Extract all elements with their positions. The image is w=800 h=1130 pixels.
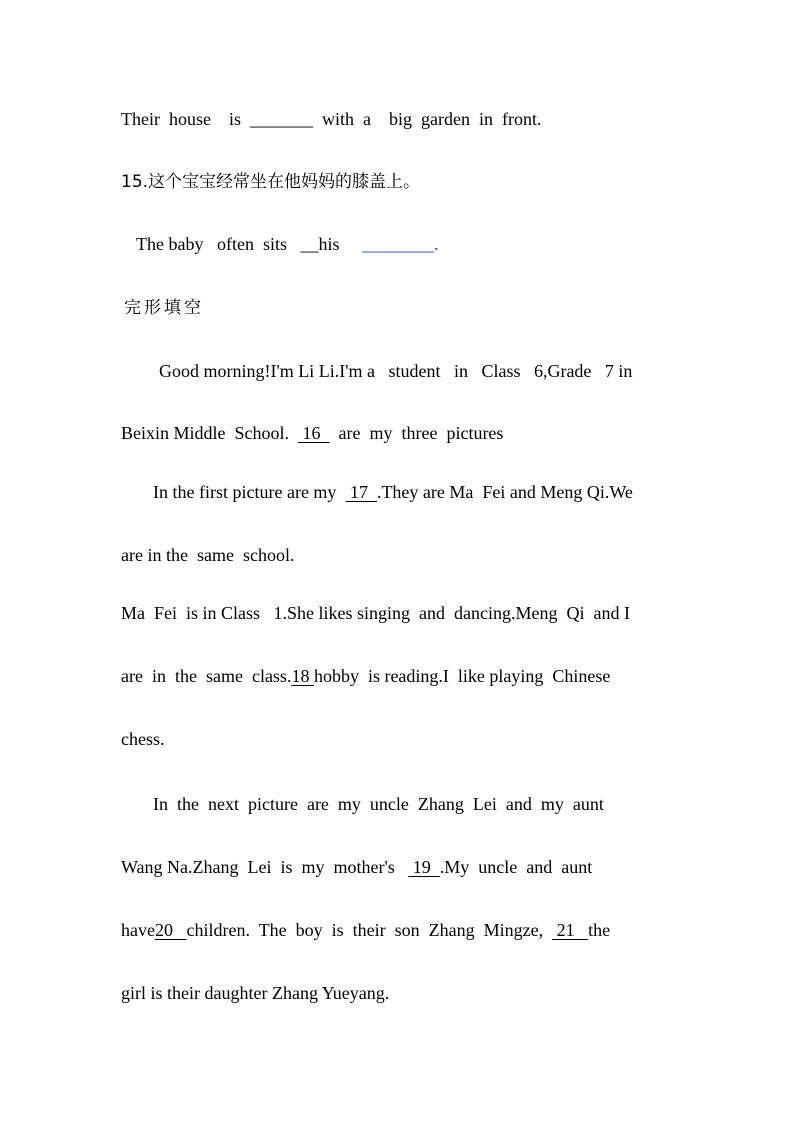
section-heading-cloze: 完形填空	[124, 298, 204, 318]
passage-line: chess.	[121, 729, 165, 749]
text-segment: hobby is reading.I like playing Chinese	[313, 666, 611, 686]
text-segment: .They are Ma Fei and Meng Qi.We	[376, 482, 633, 502]
passage-line	[121, 919, 610, 941]
blank-number: 21	[552, 920, 589, 940]
blank-number: 19	[408, 857, 440, 877]
passage-line	[153, 481, 633, 503]
question-15-chinese: 15.这个宝宝经常坐在他妈妈的膝盖上。	[121, 172, 421, 192]
passage-line: Ma Fei is in Class 1.She likes singing and dancing.Meng Qi and I	[121, 603, 630, 623]
text-segment: In the first picture are my	[153, 482, 346, 502]
passage-line	[121, 665, 610, 687]
text-segment: the	[588, 920, 611, 940]
passage-line: are in the same school.	[121, 545, 295, 565]
passage-line: Good morning!I'm Li Li.I'm a student in Class 6,Grade 7 in	[159, 361, 633, 381]
text-segment: children. The boy is their son Zhang Mingze,	[186, 920, 553, 940]
text-segment: The baby often sits	[136, 234, 301, 254]
blank-number: 18	[291, 666, 314, 686]
text-segment: Wang Na.Zhang Lei is my mother's	[121, 857, 409, 877]
text-segment: are my three pictures	[329, 423, 504, 443]
text-segment: with a big garden in front.	[312, 109, 542, 129]
text-segment: .	[434, 234, 439, 254]
answer-blank: _______	[249, 109, 313, 129]
text-segment: .My uncle and aunt	[439, 857, 593, 877]
blank-number: 20	[154, 920, 187, 940]
blank-number: 17	[345, 482, 377, 502]
sentence-14-english	[121, 108, 541, 130]
answer-blank: __	[300, 234, 319, 254]
blank-number: 16	[298, 423, 330, 443]
answer-blank: ________	[362, 234, 434, 254]
passage-line: In the next picture are my uncle Zhang Lei and my aunt	[153, 794, 604, 814]
passage-line: girl is their daughter Zhang Yueyang.	[121, 983, 390, 1003]
text-segment: his	[318, 234, 362, 254]
sentence-15-english	[136, 233, 439, 255]
text-segment: have	[121, 920, 155, 940]
passage-line	[121, 422, 503, 444]
passage-line	[121, 856, 592, 878]
text-segment: are in the same class.	[121, 666, 292, 686]
text-segment: Beixin Middle School.	[121, 423, 298, 443]
text-segment: Their house is	[121, 109, 250, 129]
